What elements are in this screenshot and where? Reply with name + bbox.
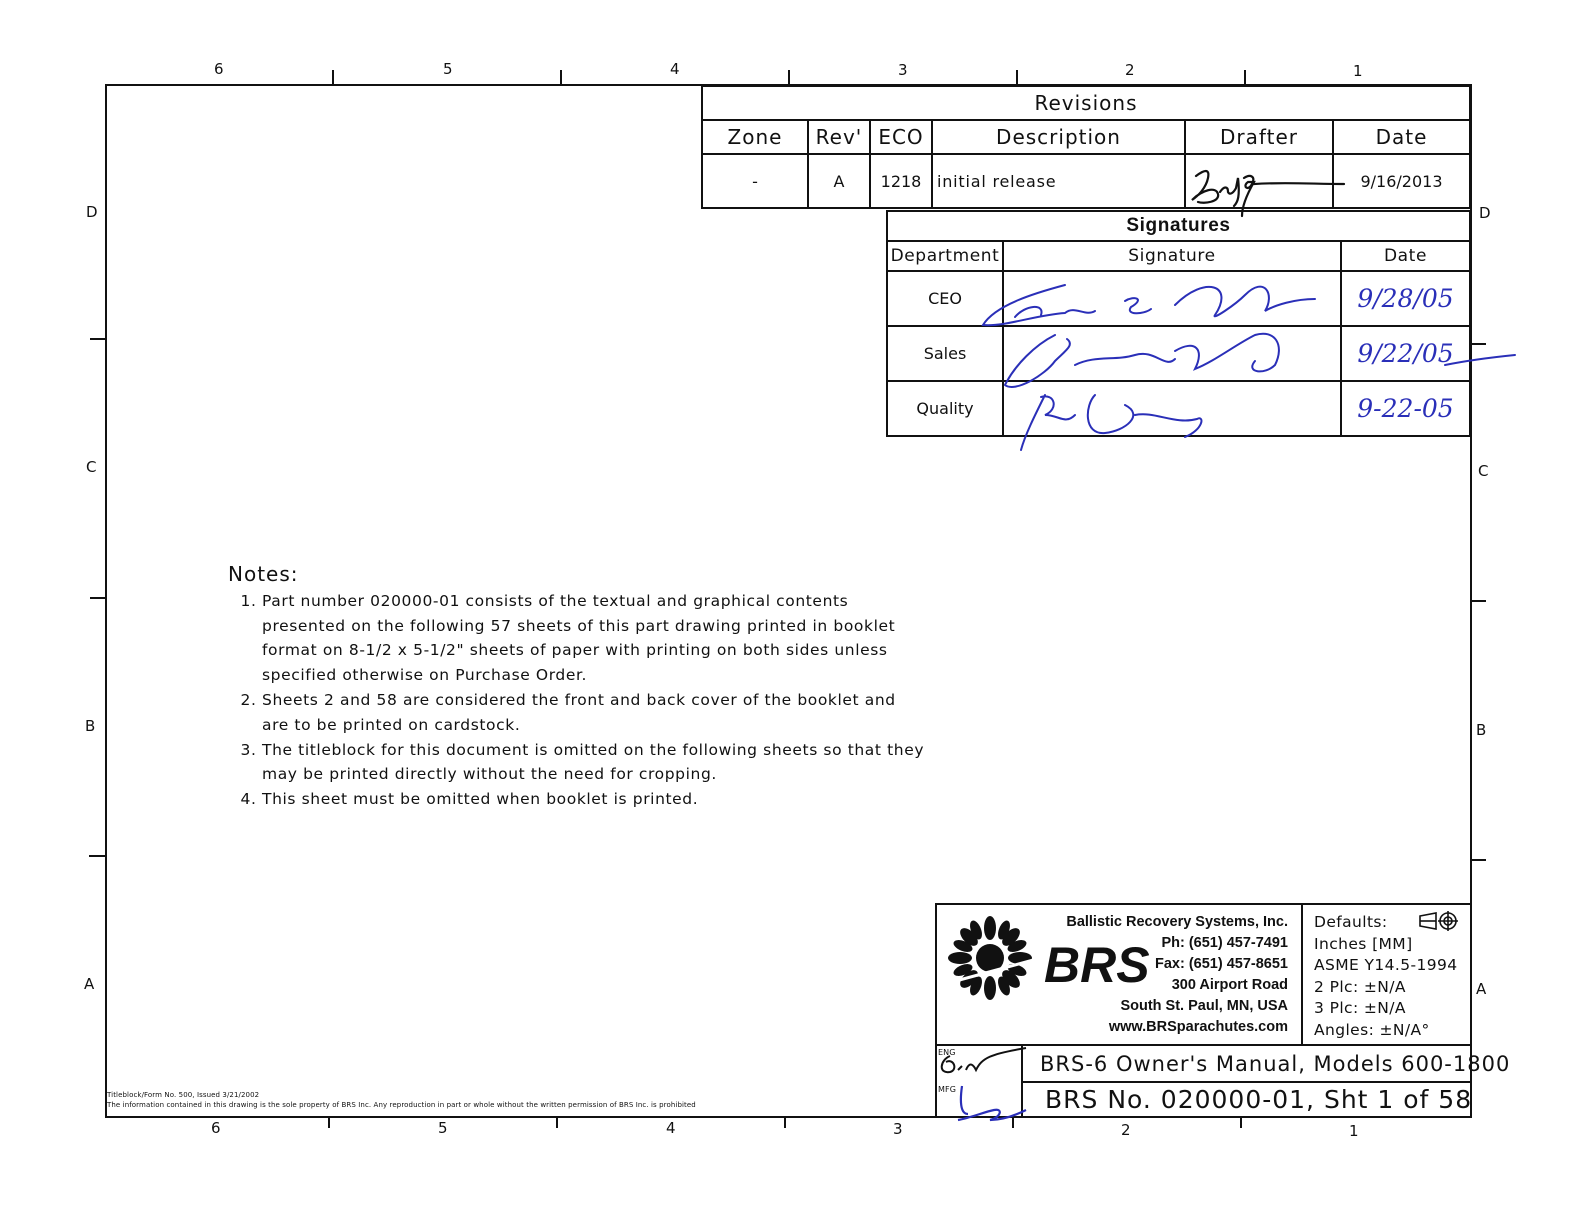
zone-tick xyxy=(1472,343,1486,345)
zone-tick xyxy=(90,338,105,340)
zone-tick xyxy=(332,70,334,84)
zone-row-left-C: C xyxy=(86,458,97,476)
zone-col-bottom-3: 3 xyxy=(893,1120,903,1138)
signatures-title: Signatures xyxy=(887,211,1470,241)
table-row xyxy=(702,154,1470,208)
rev-cell-drafter xyxy=(1185,154,1333,208)
zone-row-right-C: C xyxy=(1478,462,1489,480)
zone-col-top-4: 4 xyxy=(670,60,680,78)
zone-col-top-2: 2 xyxy=(1125,61,1135,79)
sig-cell-signature xyxy=(1003,326,1341,381)
zone-tick xyxy=(560,70,562,84)
company-fax: Fax: (651) 457-8651 xyxy=(1155,956,1288,972)
zone-row-left-B: B xyxy=(85,717,96,735)
projection-symbol-icon xyxy=(1418,911,1460,931)
zone-col-bottom-4: 4 xyxy=(666,1119,676,1137)
zone-tick xyxy=(788,70,790,84)
note-item: 3. The titleblock for this document is omitted on the following sheets so that they may be printed directly without the need for cropping. xyxy=(262,738,928,788)
drawing-number: BRS No. 020000-01, Sht 1 of 58 xyxy=(1045,1085,1473,1114)
defaults-two-plc: 2 Plc: ±N/A xyxy=(1314,977,1406,996)
sig-cell-date: 9-22-05 xyxy=(1341,381,1470,436)
rev-header-eco: ECO xyxy=(870,120,932,154)
zone-tick xyxy=(1472,600,1486,602)
company-name: Ballistic Recovery Systems, Inc. xyxy=(1066,914,1288,930)
defaults-units: Inches [MM] xyxy=(1314,934,1413,953)
form-number: Titleblock/Form No. 500, Issued 3/21/2002 xyxy=(107,1091,260,1099)
company-phone: Ph: (651) 457-7491 xyxy=(1161,935,1288,951)
zone-col-top-1: 1 xyxy=(1353,62,1363,80)
sig-header-signature: Signature xyxy=(1003,241,1341,271)
rev-cell-zone: - xyxy=(702,154,808,208)
zone-col-bottom-2: 2 xyxy=(1121,1121,1131,1139)
mfg-label: MFG xyxy=(938,1085,957,1094)
zone-tick xyxy=(1016,70,1018,84)
revisions-table xyxy=(701,85,1471,209)
defaults-label: Defaults: xyxy=(1314,913,1388,931)
sig-cell-department: Sales xyxy=(887,326,1003,381)
titleblock-divider xyxy=(935,1044,1472,1046)
zone-tick xyxy=(1472,859,1486,861)
defaults-angles: Angles: ±N/A° xyxy=(1314,1020,1430,1039)
zone-tick xyxy=(90,597,105,599)
zone-tick xyxy=(328,1116,330,1128)
company-website: www.BRSparachutes.com xyxy=(1108,1019,1288,1035)
sig-cell-signature xyxy=(1003,271,1341,326)
titleblock-divider xyxy=(1301,903,1303,1045)
zone-row-left-D: D xyxy=(86,203,98,221)
sig-header-department: Department xyxy=(887,241,1003,271)
rev-header-description: Description xyxy=(932,120,1185,154)
company-address1: 300 Airport Road xyxy=(1171,977,1288,993)
rev-header-zone: Zone xyxy=(702,120,808,154)
table-row xyxy=(887,271,1470,326)
zone-row-right-B: B xyxy=(1476,721,1487,739)
revisions-title: Revisions xyxy=(702,86,1470,120)
rev-cell-date: 9/16/2013 xyxy=(1333,154,1470,208)
zone-tick xyxy=(1244,70,1246,84)
company-block xyxy=(1040,912,1288,1038)
zone-col-bottom-5: 5 xyxy=(438,1119,448,1137)
table-row xyxy=(887,381,1470,436)
note-item: 1. Part number 020000-01 consists of the textual and graphical contents presented on the following 57 sheets of this part drawing printed in booklet format on 8-1/2 x 5-1/2" sheets of paper with printing on both sides unless specified otherwise on Purchase Order. xyxy=(262,589,928,688)
brs-logo-text: BRS xyxy=(1044,937,1150,993)
table-row xyxy=(887,326,1470,381)
zone-col-top-6: 6 xyxy=(214,60,224,78)
signatures-table xyxy=(886,210,1471,437)
proprietary-notice: The information contained in this drawing is the sole property of BRS Inc. Any reproduction in part or whole without the written permission of BRS Inc. is prohibited xyxy=(107,1101,696,1109)
sig-cell-signature xyxy=(1003,381,1341,436)
zone-row-right-D: D xyxy=(1479,204,1491,222)
zone-col-top-3: 3 xyxy=(898,61,908,79)
eng-label: ENG xyxy=(938,1048,956,1057)
defaults-standard: ASME Y14.5-1994 xyxy=(1314,956,1458,974)
rev-header-drafter: Drafter xyxy=(1185,120,1333,154)
sig-cell-department: CEO xyxy=(887,271,1003,326)
notes-section xyxy=(228,562,928,812)
titleblock-divider xyxy=(1021,1081,1472,1083)
defaults-block xyxy=(1314,912,1468,1041)
zone-col-bottom-6: 6 xyxy=(211,1119,221,1137)
sig-header-date: Date xyxy=(1341,241,1470,271)
rev-cell-rev: A xyxy=(808,154,870,208)
note-item: 4. This sheet must be omitted when booklet is printed. xyxy=(262,787,928,812)
rev-cell-description: initial release xyxy=(932,154,1185,208)
rev-header-date: Date xyxy=(1333,120,1470,154)
sig-cell-date: 9/22/05 xyxy=(1341,326,1470,381)
sig-cell-date: 9/28/05 xyxy=(1341,271,1470,326)
zone-row-right-A: A xyxy=(1476,980,1487,998)
note-item: 2. Sheets 2 and 58 are considered the front and back cover of the booklet and are to be printed on cardstock. xyxy=(262,688,928,738)
zone-col-top-5: 5 xyxy=(443,60,453,78)
notes-heading: Notes: xyxy=(228,562,299,586)
defaults-three-plc: 3 Plc: ±N/A xyxy=(1314,999,1406,1017)
rev-header-rev: Rev' xyxy=(808,120,870,154)
company-address2: South St. Paul, MN, USA xyxy=(1120,998,1288,1014)
rev-cell-eco: 1218 xyxy=(870,154,932,208)
zone-tick xyxy=(556,1116,558,1128)
zone-tick xyxy=(89,855,105,857)
drawing-title: BRS-6 Owner's Manual, Models 600-1800 xyxy=(1040,1052,1511,1076)
sig-cell-department: Quality xyxy=(887,381,1003,436)
zone-tick xyxy=(784,1116,786,1128)
zone-row-left-A: A xyxy=(84,975,95,993)
zone-col-bottom-1: 1 xyxy=(1349,1122,1359,1140)
